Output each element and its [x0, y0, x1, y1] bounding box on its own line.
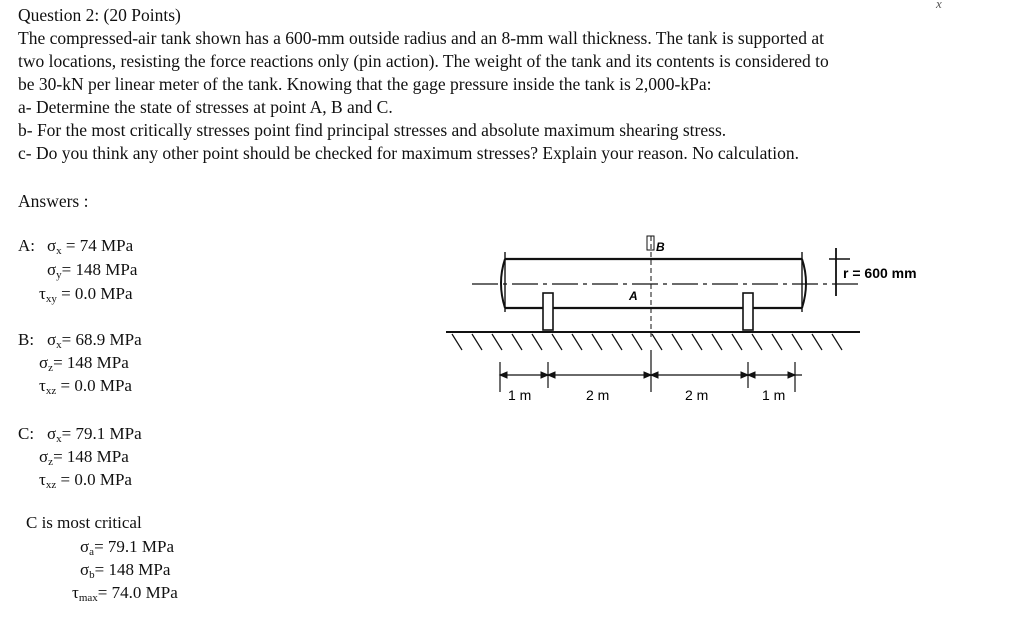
dimension-lines	[500, 350, 802, 392]
dim-label-3: 2 m	[685, 387, 709, 403]
answer-c-label: C:	[18, 424, 35, 443]
question-line-3: be 30-kN per linear meter of the tank. Knowing that the gage pressure inside the tank is 2,000-kPa:	[18, 74, 712, 94]
ground	[446, 332, 860, 350]
question-line-1: The compressed-air tank shown has a 600-mm outside radius and an 8-mm wall thickness. The tank is supported at	[18, 28, 824, 48]
point-a-label: A	[629, 289, 638, 303]
answer-b-row-3: $\tau_{xz} = 0.0$ MPa	[39, 376, 132, 397]
answer-a-label: A:	[18, 236, 35, 255]
question-part-c: c- Do you think any other point should be checked for maximum stresses? Explain your reason. No calculation.	[18, 143, 799, 163]
critical-row-1: $\sigma_a= 79.1$ MPa	[80, 537, 175, 558]
answer-b-row-1: $\sigma_x= 68.9$ MPa	[47, 330, 142, 351]
dim-label-1: 1 m	[508, 387, 532, 403]
corner-mark-text: x	[936, 0, 942, 11]
critical-heading: C is most critical	[26, 513, 142, 532]
critical-row-2: $\sigma_b= 148$ MPa	[80, 560, 171, 581]
answer-a-row-1: $\sigma_x = 74$ MPa	[47, 236, 134, 257]
answer-b-label: B:	[18, 330, 35, 349]
question-part-b: b- For the most critically stresses point find principal stresses and absolute maximum shearing stress.	[18, 120, 727, 140]
answer-b-row-2: $\sigma_z= 148$ MPa	[39, 353, 129, 374]
answer-c-row-1: $\sigma_x= 79.1$ MPa	[47, 424, 142, 445]
dim-label-4: 1 m	[762, 387, 786, 403]
tank-body	[472, 259, 862, 308]
answers-heading: Answers :	[18, 191, 89, 211]
answer-c-row-3: $\tau_{xz} = 0.0$ MPa	[39, 470, 132, 491]
radius-label: r = 600 mm	[843, 265, 917, 281]
critical-row-3: $\tau_{max}= 74.0$ MPa	[72, 583, 178, 604]
answer-a-row-3: $\tau_{xy} = 0.0$ MPa	[39, 284, 133, 305]
question-title: Question 2: (20 Points)	[18, 5, 181, 25]
answer-c-row-2: $\sigma_z= 148$ MPa	[39, 447, 129, 468]
answer-a-row-2: $\sigma_y= 148$ MPa	[47, 260, 138, 281]
question-part-a: a- Determine the state of stresses at point A, B and C.	[18, 97, 393, 117]
question-line-2: two locations, resisting the force reactions only (pin action). The weight of the tank and its contents is considered to	[18, 51, 829, 71]
point-markers	[647, 236, 654, 340]
point-b-label: B	[656, 240, 665, 254]
dim-label-2: 2 m	[586, 387, 610, 403]
tank-supports	[543, 293, 753, 330]
tank-end-caps	[505, 248, 850, 312]
